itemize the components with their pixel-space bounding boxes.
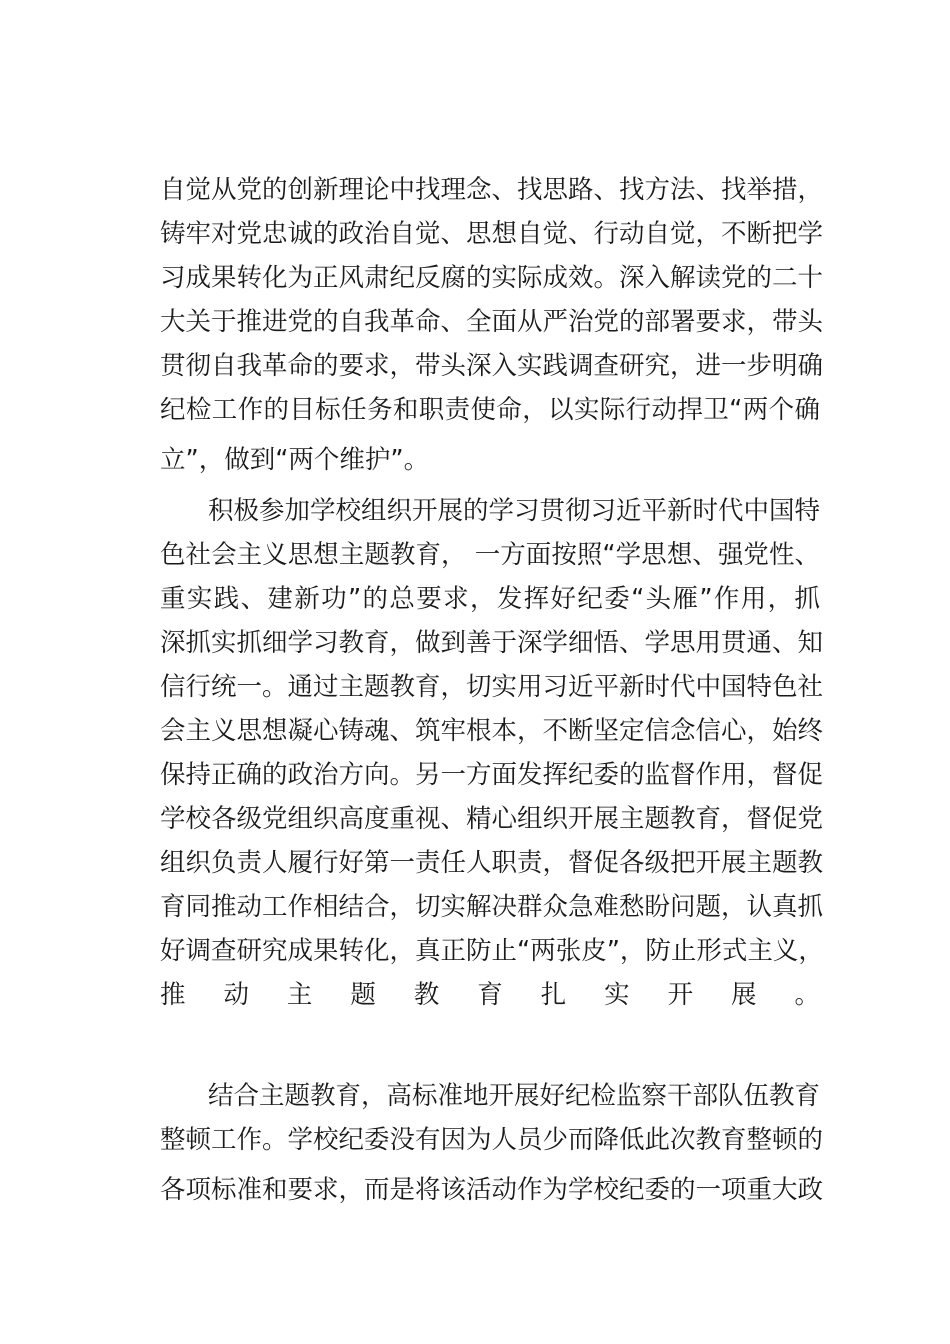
text-line <box>160 1025 820 1065</box>
text-line: 结合主题教育，高标准地开展好纪检监察干部队伍教育 <box>208 1081 821 1111</box>
text-line: 色社会主义思想主题教育， 一方面按照“学思想、强党性、 <box>160 540 820 570</box>
text-line: 纪检工作的目标任务和职责使命，以实际行动捍卫“两个确 <box>160 395 820 425</box>
text-line: 会主义思想凝心铸魂、筑牢根本，不断坚定信念信心，始终 <box>160 716 824 746</box>
text-line: 育同推动工作相结合，切实解决群众急难愁盼问题，认真抓 <box>160 892 824 922</box>
text-line: 学校各级党组织高度重视、精心组织开展主题教育，督促党 <box>160 804 824 834</box>
text-line: 铸牢对党忠诚的政治自觉、思想自觉、行动自觉，不断把学 <box>160 219 824 249</box>
text-line: 立”，做到“两个维护”。 <box>160 445 430 475</box>
text-line: 好调查研究成果转化，真正防止“两张皮”，防止形式主义， <box>160 936 824 966</box>
text-line: 重实践、建新功”的总要求，发挥好纪委“头雁”作用，抓 <box>160 584 820 614</box>
text-line: 积极参加学校组织开展的学习贯彻习近平新时代中国特 <box>208 496 821 526</box>
text-line: 贯彻自我革命的要求，带头深入实践调查研究，进一步明确 <box>160 351 824 381</box>
text-line: 习成果转化为正风肃纪反腐的实际成效。深入解读党的二十 <box>160 263 824 293</box>
text-line: 自觉从党的创新理论中找理念、找思路、找方法、找举措， <box>160 175 824 205</box>
text-line: 大关于推进党的自我革命、全面从严治党的部署要求，带头 <box>160 307 824 337</box>
text-line: 保持正确的政治方向。另一方面发挥纪委的监督作用，督促 <box>160 760 824 790</box>
text-line: 整顿工作。学校纪委没有因为人员少而降低此次教育整顿的 <box>160 1125 824 1155</box>
text-line: 推动主题教育扎实开展。 <box>160 980 820 1010</box>
text-line: 信行统一。通过主题教育，切实用习近平新时代中国特色社 <box>160 672 824 702</box>
text-line: 深抓实抓细学习教育，做到善于深学细悟、学思用贯通、知 <box>160 628 824 658</box>
text-line: 组织负责人履行好第一责任人职责，督促各级把开展主题教 <box>160 848 824 878</box>
text-line: 各项标准和要求，而是将该活动作为学校纪委的一项重大政 <box>160 1175 824 1205</box>
